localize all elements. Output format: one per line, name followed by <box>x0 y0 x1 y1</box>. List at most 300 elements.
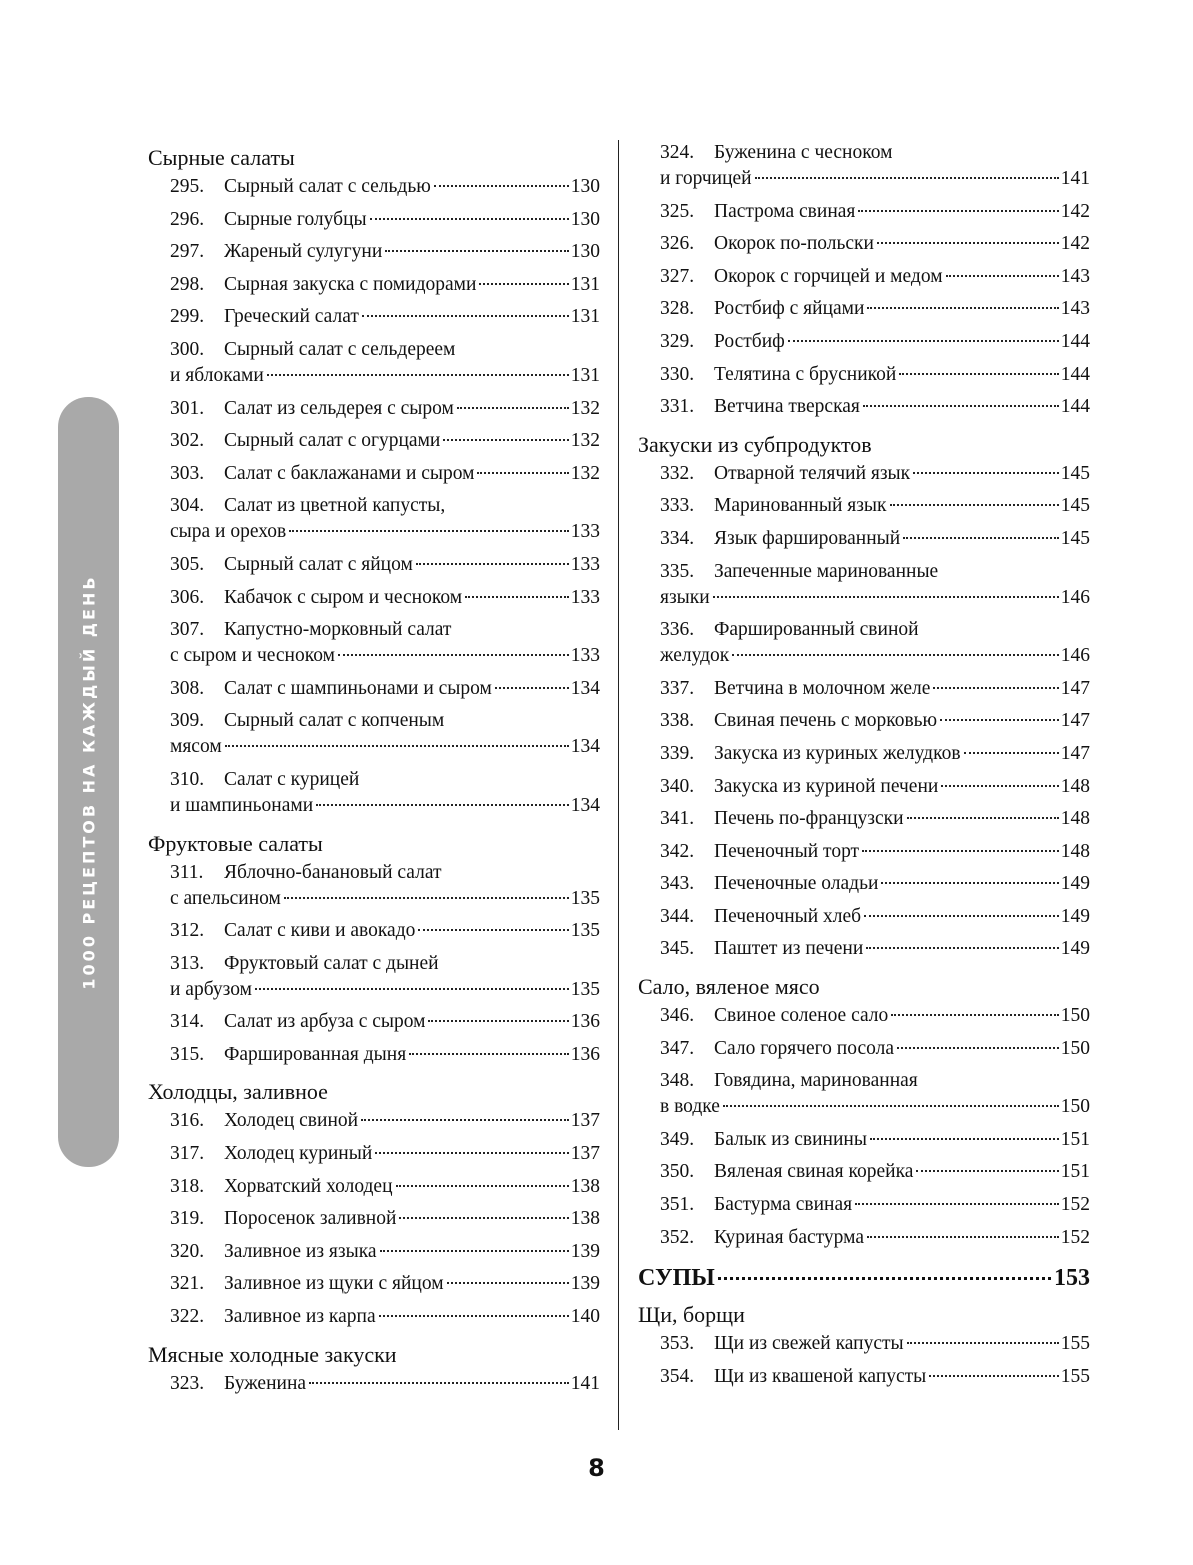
entry-last-line <box>170 643 600 669</box>
entry-last-line <box>170 793 600 819</box>
recipe-number: 295. <box>170 176 205 197</box>
entry-first-line <box>170 951 600 977</box>
toc-entry <box>638 264 1090 297</box>
toc-entry <box>148 1009 600 1042</box>
recipe-title: Салат с киви и авокадо <box>224 920 416 942</box>
recipe-title: Щи из свежей капусты <box>714 1333 904 1355</box>
recipe-number: 321. <box>170 1273 205 1295</box>
entry-line <box>170 552 600 578</box>
recipe-number: 320. <box>170 1240 205 1262</box>
toc-entry <box>148 396 600 429</box>
recipe-page-number: 139 <box>570 1240 600 1262</box>
toc-entry <box>148 951 600 1010</box>
recipe-title: Греческий салат <box>224 306 359 328</box>
dot-leader <box>418 929 568 931</box>
dot-leader <box>890 504 1059 506</box>
recipe-number: 301. <box>170 397 205 419</box>
recipe-number: 329. <box>660 330 695 352</box>
recipe-number: 316. <box>170 1110 205 1132</box>
dot-leader <box>897 1047 1059 1049</box>
toc-entry <box>638 1127 1090 1160</box>
recipe-title: Свиная печень с морковью <box>714 710 938 732</box>
page-number: 8 <box>588 1454 605 1482</box>
recipe-title-continuation: с сыром и чесноком <box>170 645 335 667</box>
dot-leader <box>907 1342 1059 1344</box>
recipe-title: Пастрома свиная <box>714 200 856 222</box>
recipe-page-number: 145 <box>1060 495 1090 517</box>
recipe-number: 331. <box>660 396 695 418</box>
recipe-title: Салат с курицей <box>224 768 360 790</box>
recipe-title: Закуска из куриных желудков <box>714 742 961 764</box>
recipe-number: 302. <box>170 430 205 452</box>
recipe-title: Фаршированная дыня <box>224 1043 407 1065</box>
recipe-number: 324. <box>660 142 695 163</box>
recipe-page-number: 132 <box>570 430 600 452</box>
toc-entry <box>638 806 1090 839</box>
dot-leader <box>255 988 569 990</box>
toc-entry <box>638 839 1090 872</box>
dot-leader <box>399 1217 568 1219</box>
recipe-number: 328. <box>660 298 695 320</box>
recipe-page-number: 130 <box>570 176 600 197</box>
dot-leader <box>465 596 569 598</box>
dot-leader <box>903 537 1059 539</box>
recipe-page-number: 143 <box>1060 265 1090 287</box>
recipe-number: 310. <box>170 768 205 790</box>
recipe-page-number: 131 <box>570 306 600 328</box>
recipe-page-number: 145 <box>1060 462 1090 484</box>
recipe-title: Фруктовый салат с дыней <box>224 952 439 974</box>
recipe-page-number: 148 <box>1060 840 1090 862</box>
toc-entry <box>148 493 600 552</box>
recipe-number: 352. <box>660 1226 695 1248</box>
dot-leader <box>907 817 1059 819</box>
recipe-page-number: 152 <box>1060 1226 1090 1248</box>
toc-entry <box>148 708 600 767</box>
dot-leader <box>267 374 569 376</box>
entry-line <box>660 1331 1090 1357</box>
recipe-title: Окорок с горчицей и медом <box>714 265 943 287</box>
recipe-page-number: 147 <box>1060 710 1090 732</box>
toc-entry <box>638 1364 1090 1397</box>
entry-last-line <box>660 643 1090 669</box>
recipe-title: Свиное соленое сало <box>714 1005 889 1027</box>
toc-entry <box>638 559 1090 618</box>
dot-leader <box>718 1277 1051 1280</box>
recipe-title: Говядина, маринованная <box>714 1070 918 1092</box>
entry-first-line <box>170 617 600 643</box>
recipe-number: 343. <box>660 873 695 895</box>
recipe-page-number: 146 <box>1060 586 1090 608</box>
dot-leader <box>933 687 1058 689</box>
section-heading: Фруктовые салаты <box>148 830 323 856</box>
entry-line <box>660 1127 1090 1153</box>
toc-entry <box>148 1206 600 1239</box>
dot-leader <box>870 1138 1059 1140</box>
recipe-page-number: 137 <box>570 1110 600 1132</box>
recipe-title: Печень по-французски <box>714 808 904 830</box>
toc-entry <box>148 304 600 337</box>
recipe-title: Сало горячего посола <box>714 1037 894 1059</box>
recipe-number: 313. <box>170 952 205 974</box>
dot-leader <box>434 185 569 187</box>
side-tab-label: 1000 РЕЦЕПТОВ НА КАЖДЫЙ ДЕНЬ <box>79 574 98 990</box>
toc-entry <box>638 493 1090 526</box>
recipe-title: Поросенок заливной <box>224 1208 397 1230</box>
recipe-title: Ветчина в молочном желе <box>714 677 931 699</box>
entry-line <box>170 174 600 200</box>
entry-line <box>660 741 1090 767</box>
recipe-page-number: 151 <box>1060 1161 1090 1183</box>
dot-leader <box>916 1170 1058 1172</box>
recipe-page-number: 136 <box>570 1011 600 1033</box>
recipe-page-number: 147 <box>1060 677 1090 699</box>
entry-line <box>660 1003 1090 1029</box>
entry-line <box>660 708 1090 734</box>
recipe-title: Маринованный язык <box>714 495 887 517</box>
recipe-number: 297. <box>170 241 205 263</box>
chapter-heading <box>638 1257 1090 1297</box>
toc-entry <box>638 1331 1090 1364</box>
entry-line <box>660 231 1090 257</box>
recipe-title: Сырный салат с яйцом <box>224 553 413 575</box>
toc-entry <box>148 1141 600 1174</box>
entry-last-line <box>170 977 600 1003</box>
recipe-number: 349. <box>660 1128 695 1150</box>
recipe-title-continuation: мясом <box>170 736 222 758</box>
toc-entry <box>638 296 1090 329</box>
dot-leader <box>867 307 1058 309</box>
recipe-title: Сырный салат с сельдью <box>224 176 431 197</box>
dot-leader <box>375 1152 568 1154</box>
recipe-title-continuation: с апельсином <box>170 887 281 909</box>
recipe-title-continuation: и шампиньонами <box>170 794 314 816</box>
entry-last-line <box>170 734 600 760</box>
section-heading: Мясные холодные закуски <box>148 1341 397 1367</box>
entry-last-line <box>170 363 600 389</box>
recipe-page-number: 132 <box>570 462 600 484</box>
recipe-number: 303. <box>170 462 205 484</box>
section-heading: Холодцы, заливное <box>148 1079 328 1105</box>
entry-line <box>170 918 600 944</box>
entry-first-line <box>170 708 600 734</box>
recipe-title: Сырные голубцы <box>224 208 367 230</box>
recipe-number: 347. <box>660 1037 695 1059</box>
dot-leader <box>409 1053 569 1055</box>
dot-leader <box>755 177 1059 179</box>
entry-first-line <box>170 493 600 519</box>
chapter-page-number: 153 <box>1054 1265 1090 1292</box>
entry-line <box>170 304 600 330</box>
entry-line <box>660 199 1090 225</box>
recipe-title: Заливное из карпа <box>224 1306 376 1328</box>
recipe-page-number: 138 <box>570 1208 600 1230</box>
recipe-number: 314. <box>170 1011 205 1033</box>
entry-last-line <box>170 519 600 545</box>
recipe-title: Печеночный хлеб <box>714 905 862 927</box>
entry-line <box>170 272 600 298</box>
entry-line <box>170 1371 600 1397</box>
recipe-page-number: 144 <box>1060 330 1090 352</box>
recipe-number: 309. <box>170 710 205 732</box>
toc-entry <box>638 741 1090 774</box>
recipe-title: Сырный салат с огурцами <box>224 430 441 452</box>
toc-column-left <box>148 140 600 1403</box>
entry-line <box>170 1174 600 1200</box>
recipe-title: Капустно-морковный салат <box>224 619 452 641</box>
toc-entry <box>638 231 1090 264</box>
recipe-page-number: 135 <box>570 920 600 942</box>
entry-line <box>170 1042 600 1068</box>
toc-entry <box>148 1271 600 1304</box>
recipe-number: 307. <box>170 619 205 641</box>
toc-entry <box>148 585 600 618</box>
recipe-title: Сырный салат с сельдереем <box>224 338 456 360</box>
entry-line <box>660 526 1090 552</box>
entry-line <box>660 296 1090 322</box>
recipe-title: Салат из арбуза с сыром <box>224 1011 426 1033</box>
dot-leader <box>864 915 1059 917</box>
recipe-number: 311. <box>170 861 204 883</box>
entry-line <box>660 493 1090 519</box>
dot-leader <box>862 850 1059 852</box>
chapter-title: СУПЫ <box>638 1265 715 1292</box>
toc-entry <box>148 1108 600 1141</box>
entry-line <box>660 264 1090 290</box>
toc-entry <box>638 774 1090 807</box>
toc-entry <box>638 904 1090 937</box>
entry-line <box>660 461 1090 487</box>
entry-line <box>660 676 1090 702</box>
dot-leader <box>866 947 1058 949</box>
entry-line <box>660 1159 1090 1185</box>
entry-line <box>170 1271 600 1297</box>
recipe-number: 323. <box>170 1372 205 1394</box>
recipe-number: 346. <box>660 1005 695 1027</box>
toc-entry <box>638 1003 1090 1036</box>
recipe-number: 317. <box>170 1143 205 1165</box>
recipe-number: 312. <box>170 920 205 942</box>
recipe-number: 305. <box>170 553 205 575</box>
recipe-title: Бастурма свиная <box>714 1194 853 1216</box>
dot-leader <box>723 1105 1059 1107</box>
recipe-page-number: 141 <box>1060 168 1090 189</box>
dot-leader <box>788 340 1059 342</box>
recipe-page-number: 143 <box>1060 298 1090 320</box>
recipe-number: 330. <box>660 363 695 385</box>
recipe-title: Вяленая свиная корейка <box>714 1161 914 1183</box>
recipe-page-number: 149 <box>1060 905 1090 927</box>
recipe-page-number: 146 <box>1060 645 1090 667</box>
dot-leader <box>899 373 1058 375</box>
recipe-title-continuation: языки <box>660 586 710 608</box>
recipe-page-number: 136 <box>570 1043 600 1065</box>
dot-leader <box>946 275 1059 277</box>
recipe-number: 332. <box>660 462 695 484</box>
toc-entry <box>638 199 1090 232</box>
entry-line <box>170 396 600 422</box>
toc-entry <box>148 1042 600 1075</box>
recipe-page-number: 139 <box>570 1273 600 1295</box>
recipe-title: Куриная бастурма <box>714 1226 864 1248</box>
toc-entry <box>638 676 1090 709</box>
entry-first-line <box>660 1068 1090 1094</box>
dot-leader <box>940 719 1059 721</box>
recipe-title: Холодец свиной <box>224 1110 359 1132</box>
toc-entry <box>638 526 1090 559</box>
dot-leader <box>361 1119 569 1121</box>
entry-line <box>170 239 600 265</box>
dot-leader <box>309 1382 569 1384</box>
toc-entry <box>148 272 600 305</box>
dot-leader <box>863 405 1059 407</box>
entry-line <box>170 1206 600 1232</box>
toc-entry <box>148 860 600 919</box>
dot-leader <box>941 785 1058 787</box>
recipe-number: 340. <box>660 775 695 797</box>
entry-line <box>170 207 600 233</box>
dot-leader <box>396 1185 569 1187</box>
entry-line <box>170 1141 600 1167</box>
entry-last-line <box>660 585 1090 611</box>
entry-last-line <box>660 1094 1090 1120</box>
toc-entry <box>638 1159 1090 1192</box>
recipe-number: 318. <box>170 1175 205 1197</box>
toc-entry <box>148 337 600 396</box>
recipe-page-number: 133 <box>570 553 600 575</box>
entry-line <box>170 585 600 611</box>
dot-leader <box>225 745 569 747</box>
recipe-title: Ростбиф с яйцами <box>714 298 865 320</box>
side-tab <box>58 397 119 1167</box>
entry-last-line <box>170 886 600 912</box>
toc-entry <box>638 1036 1090 1069</box>
recipe-title: Салат с шампиньонами и сыром <box>224 677 492 699</box>
recipe-page-number: 150 <box>1060 1037 1090 1059</box>
recipe-title: Буженина <box>224 1372 307 1394</box>
entry-line <box>660 1364 1090 1390</box>
dot-leader <box>457 407 569 409</box>
recipe-number: 341. <box>660 808 695 830</box>
recipe-title: Жареный сулугуни <box>224 241 383 263</box>
recipe-number: 335. <box>660 560 695 582</box>
toc-entry <box>638 936 1090 969</box>
recipe-number: 348. <box>660 1070 695 1092</box>
recipe-page-number: 130 <box>570 241 600 263</box>
recipe-page-number: 145 <box>1060 527 1090 549</box>
recipe-title: Щи из квашеной капусты <box>714 1365 927 1387</box>
entry-line <box>170 428 600 454</box>
recipe-title: Заливное из щуки с яйцом <box>224 1273 444 1295</box>
recipe-number: 354. <box>660 1365 695 1387</box>
recipe-title: Паштет из печени <box>714 938 864 960</box>
entry-line <box>660 936 1090 962</box>
toc-entry <box>148 1304 600 1337</box>
recipe-title: Салат из сельдерея с сыром <box>224 397 454 419</box>
toc-entry <box>638 394 1090 427</box>
recipe-title: Закуска из куриной печени <box>714 775 939 797</box>
recipe-title-continuation: в водке <box>660 1096 720 1118</box>
recipe-page-number: 134 <box>570 794 600 816</box>
recipe-title: Балык из свинины <box>714 1128 867 1150</box>
section-heading: Щи, борщи <box>638 1302 745 1328</box>
recipe-number: 344. <box>660 905 695 927</box>
toc-entry <box>638 1225 1090 1258</box>
dot-leader <box>447 1282 569 1284</box>
recipe-number: 299. <box>170 306 205 328</box>
recipe-title-continuation: сыра и орехов <box>170 521 287 543</box>
toc-entry <box>638 140 1090 199</box>
dot-leader <box>855 1203 1059 1205</box>
toc-entry <box>148 174 600 207</box>
dot-leader <box>479 283 568 285</box>
recipe-page-number: 155 <box>1060 1333 1090 1355</box>
entry-line <box>170 1009 600 1035</box>
entry-line <box>660 329 1090 355</box>
recipe-title-continuation: желудок <box>660 645 730 667</box>
toc-entry <box>148 1174 600 1207</box>
entry-last-line <box>660 166 1090 192</box>
entry-first-line <box>170 337 600 363</box>
toc-entry <box>638 329 1090 362</box>
column-divider <box>618 140 619 1430</box>
recipe-page-number: 147 <box>1060 742 1090 764</box>
recipe-page-number: 148 <box>1060 775 1090 797</box>
dot-leader <box>891 1014 1058 1016</box>
recipe-page-number: 142 <box>1060 200 1090 222</box>
recipe-page-number: 155 <box>1060 1365 1090 1387</box>
recipe-title: Печеночный торт <box>714 840 860 862</box>
recipe-page-number: 151 <box>1060 1128 1090 1150</box>
dot-leader <box>881 882 1058 884</box>
toc-entry <box>148 239 600 272</box>
entry-line <box>660 362 1090 388</box>
recipe-number: 322. <box>170 1306 205 1328</box>
toc-entry <box>148 461 600 494</box>
dot-leader <box>858 210 1058 212</box>
recipe-page-number: 149 <box>1060 938 1090 960</box>
recipe-page-number: 133 <box>570 586 600 608</box>
recipe-page-number: 132 <box>570 397 600 419</box>
recipe-number: 326. <box>660 233 695 255</box>
recipe-number: 336. <box>660 619 695 641</box>
recipe-number: 339. <box>660 742 695 764</box>
toc-entry <box>148 918 600 951</box>
dot-leader <box>443 439 568 441</box>
recipe-number: 333. <box>660 495 695 517</box>
toc-entry <box>638 617 1090 676</box>
dot-leader <box>867 1236 1059 1238</box>
toc-entry <box>148 1239 600 1272</box>
recipe-title: Заливное из языка <box>224 1240 377 1262</box>
recipe-title: Сырный салат с копченым <box>224 710 445 732</box>
recipe-title-continuation: и яблоками <box>170 364 264 386</box>
recipe-title: Окорок по-польски <box>714 233 874 255</box>
entry-line <box>170 1304 600 1330</box>
toc-entry <box>638 1068 1090 1127</box>
recipe-title-continuation: и арбузом <box>170 978 252 1000</box>
recipe-page-number: 144 <box>1060 363 1090 385</box>
recipe-page-number: 131 <box>570 273 600 295</box>
recipe-title: Буженина с чесноком <box>714 142 893 163</box>
recipe-number: 296. <box>170 208 205 230</box>
recipe-number: 306. <box>170 586 205 608</box>
entry-line <box>660 774 1090 800</box>
recipe-title: Запеченные маринованные <box>714 560 939 582</box>
recipe-page-number: 134 <box>570 677 600 699</box>
recipe-number: 338. <box>660 710 695 732</box>
entry-first-line <box>660 140 1090 166</box>
